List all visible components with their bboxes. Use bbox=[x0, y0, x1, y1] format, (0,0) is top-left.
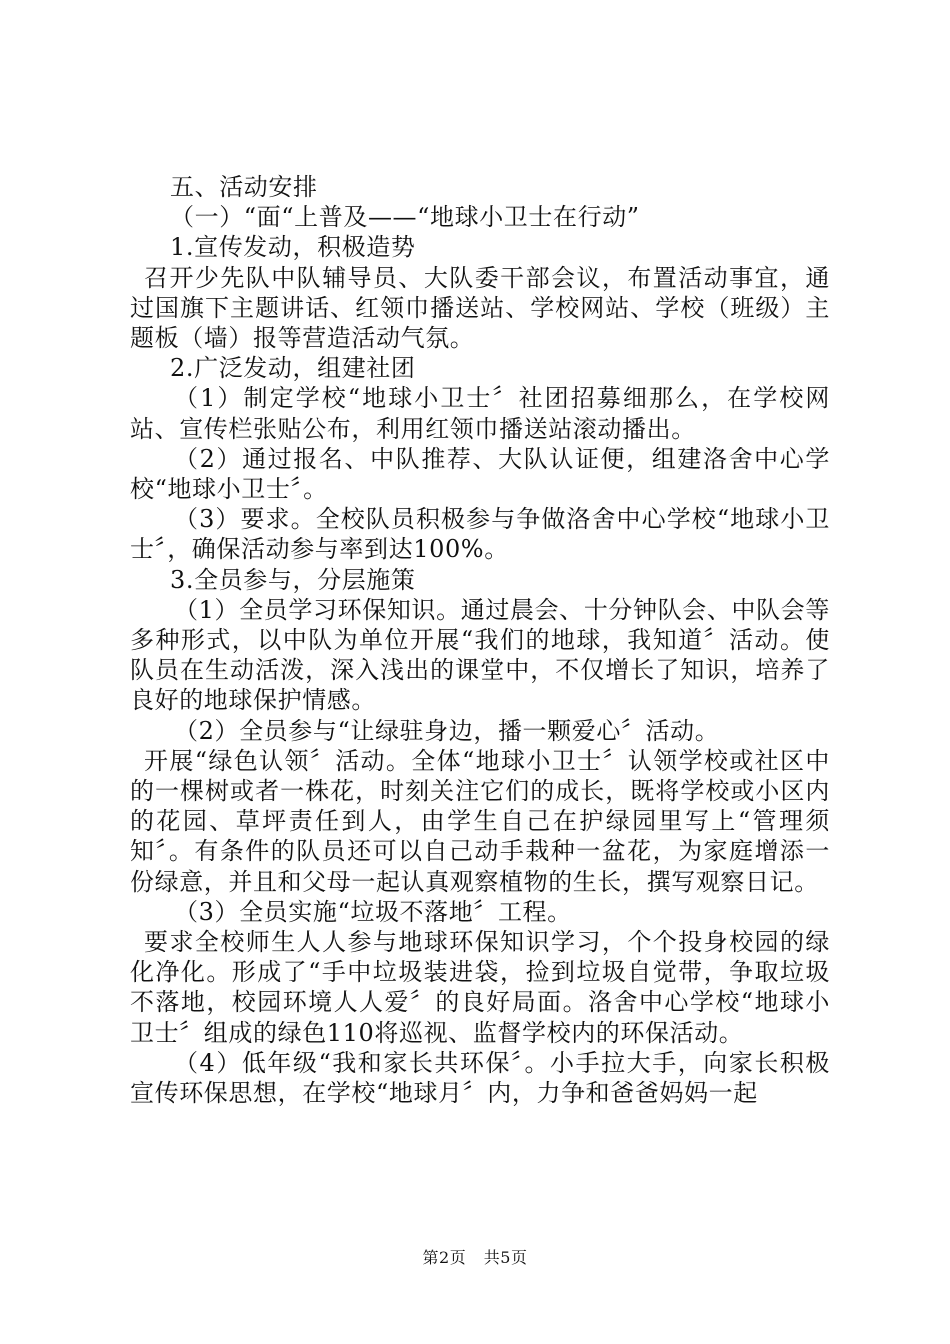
paragraph: （3）要求。全校队员积极参与争做洛舍中心学校“地球小卫士〞，确保活动参与率到达100%。 bbox=[130, 505, 830, 564]
document-body bbox=[130, 172, 830, 1108]
paragraph: 开展“绿色认领〞活动。全体“地球小卫士〞认领学校或社区中的一棵树或者一株花，时刻关注它们的成长，既将学校或小区内的花园、草坪责任到人，由学生自己在护绿园里写上“管理须知〞。有条件的队员还可以自己动手栽种一盆花，为家庭增添一份绿意，并且和父母一起认真观察植物的生长，撰写观察日记。 bbox=[130, 746, 830, 896]
paragraph: 召开少先队中队辅导员、大队委干部会议，布置活动事宜，通过国旗下主题讲话、红领巾播送站、学校网站、学校（班级）主题板（墙）报等营造活动气氛。 bbox=[130, 263, 830, 353]
item-heading-1: 1.宣传发动，积极造势 bbox=[170, 233, 416, 262]
paragraph: （2）通过报名、中队推荐、大队认证便，组建洛舍中心学校“地球小卫士〞。 bbox=[130, 444, 830, 504]
page-footer bbox=[0, 1245, 950, 1268]
item-heading-2: 2.广泛发动，组建社团 bbox=[170, 354, 416, 383]
subsection-heading: （一）“面“上普及——“地球小卫士在行动” bbox=[170, 203, 640, 232]
paragraph: （2）全员参与“让绿驻身边，播一颗爱心〞活动。 bbox=[174, 716, 720, 745]
paragraph: （1）全员学习环保知识。通过晨会、十分钟队会、中队会等多种形式，以中队为单位开展“我们的地球，我知道〞活动。使队员在生动活泼，深入浅出的课堂中，不仅增长了知识，培养了良好的地球保护情感。 bbox=[130, 595, 830, 715]
paragraph: （4）低年级“我和家长共环保〞。小手拉大手，向家长积极宣传环保思想，在学校“地球月〞内，力争和爸爸妈妈一起 bbox=[130, 1048, 830, 1108]
page-number: 第2页 bbox=[422, 1248, 467, 1267]
paragraph: （3）全员实施“垃圾不落地〞工程。 bbox=[174, 897, 572, 926]
page-total: 共5页 bbox=[483, 1248, 528, 1267]
paragraph: 要求全校师生人人参与地球环保知识学习，个个投身校园的绿化净化。形成了“手中垃圾装进袋，捡到垃圾自觉带，争取垃圾不落地，校园环境人人爱〞的良好局面。洛舍中心学校“地球小卫士〞组成的绿色110将巡视、监督学校内的环保活动。 bbox=[130, 928, 830, 1047]
item-heading-3: 3.全员参与，分层施策 bbox=[170, 565, 416, 594]
section-heading: 五、活动安排 bbox=[170, 173, 318, 201]
paragraph: （1）制定学校“地球小卫士〞社团招募细那么，在学校网站、宣传栏张贴公布，利用红领巾播送站滚动播出。 bbox=[130, 384, 830, 443]
